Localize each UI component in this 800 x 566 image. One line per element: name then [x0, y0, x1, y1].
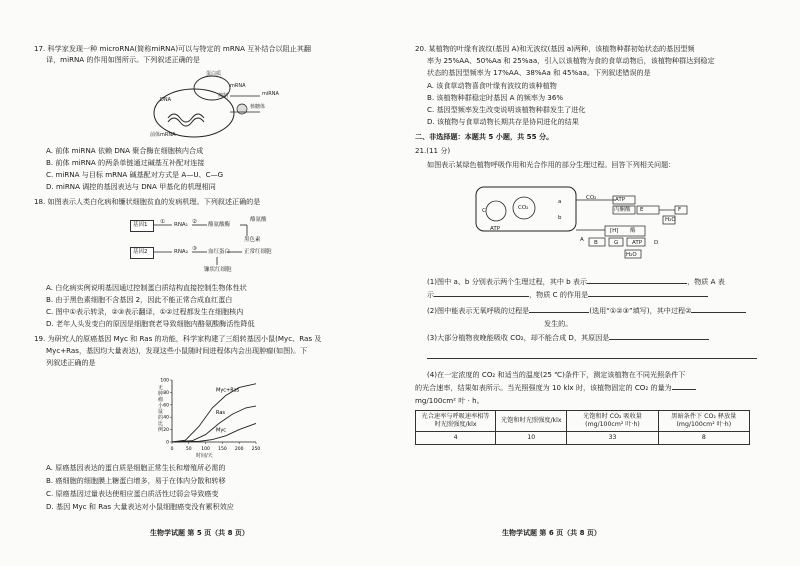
series-label: Myc — [216, 427, 227, 434]
series-label: Ras — [216, 410, 226, 417]
y-tick-label: 20 — [163, 428, 169, 434]
q18-arrows — [152, 220, 262, 270]
q17-fig-label-mrna: mRNA — [230, 83, 246, 89]
q20-stem-line3: 状态的基因型频率为 17%AA、38%Aa 和 45%aa。下列叙述错误的是 — [427, 68, 651, 77]
q19-stem-line1: 19. 为研究人的原癌基因 Myc 和 Ras 的功能，科学家构建了三组转基因小鼠(Myc、Ras 及 — [34, 334, 322, 343]
q21-fig-b-node: B — [594, 240, 598, 246]
q21-data-table — [415, 410, 750, 445]
q19-stem-line3: 列叙述正确的是 — [46, 358, 96, 367]
q17-fig-label-mirna: miRNA — [262, 91, 279, 97]
q21-p1-line2: 示 ，物质 C 的作用是 — [427, 290, 708, 299]
table-header-cell: 光饱和时光照强度/klx — [496, 411, 567, 432]
table-row — [416, 432, 750, 445]
q21-fig-b: b — [558, 215, 562, 221]
q21-fig-atp-2: ATP — [632, 240, 643, 246]
left-footer: 生物学试题 第 5 页（共 8 页） — [150, 529, 249, 537]
q21-fig-h2o: H₂O — [665, 217, 676, 223]
q21-fig-c: C — [482, 208, 486, 214]
q19-stem-line2: Myc+Ras，基因均大量表达)，发现这些小鼠随时间进程体内会出现肿瘤(如图)。下 — [46, 346, 308, 355]
right-footer: 生物学试题 第 6 页（共 8 页） — [502, 529, 601, 537]
q18-option-c: C. 图中①表示转录，②③表示翻译，①②过程都发生在细胞核内 — [46, 307, 244, 316]
right-page — [400, 0, 800, 566]
q18-sickle-rbc: 镰状红细胞 — [204, 267, 232, 273]
q21-fig-f: F — [678, 207, 682, 213]
q17-option-c: C. miRNA 与目标 mRNA 碱基配对方式是 A—U、C—G — [46, 170, 224, 179]
y-tick-label: 40 — [163, 415, 169, 421]
q21-fig-e: E — [640, 207, 644, 213]
q19-option-d: D. 基因 Myc 和 Ras 大量表达对小鼠细胞癌变没有累积效应 — [46, 502, 234, 511]
table-header-cell: 黑暗条件下 CO₂ 释放量(mg/100cm² 叶·h) — [658, 411, 749, 432]
q21-fig-co2-inner: CO₂ — [518, 205, 529, 211]
series-label: Myc+Ras — [216, 387, 240, 394]
q21-p2-line2: 发生的。 — [544, 319, 573, 328]
q19-option-c: C. 原癌基因过量表达使相应蛋白质活性过弱会导致癌变 — [46, 489, 219, 498]
q17-stem-line1: 17. 科学家发现一种 microRNA(简称miRNA)可以与特定的 mRNA 互补结合以阻止其翻 — [34, 44, 312, 53]
q21-fig-atp: ATP — [615, 197, 626, 203]
table-cell: 8 — [658, 432, 749, 445]
section-title: 二、非选择题：本题共 5 小题，共 55 分。 — [415, 132, 554, 141]
x-tick-label: 50 — [185, 447, 192, 452]
q21-head: 21.(11 分) — [415, 146, 451, 155]
q17-option-b: B. 前体 miRNA 的两条单链通过碱基互补配对连接 — [46, 158, 205, 167]
q18-gene1: 基因1 — [133, 222, 148, 228]
series-line — [172, 406, 256, 442]
x-tick-label: 150 — [218, 447, 227, 452]
q18-rna1: RNA₁ — [174, 222, 188, 228]
y-tick-label: 100 — [160, 378, 169, 384]
q18-hemoglobin: 血红蛋白 — [208, 249, 231, 255]
q17-option-a: A. 前体 miRNA 依赖 DNA 聚合酶在细胞核内合成 — [46, 146, 204, 155]
q21-fig-a-node: A — [580, 237, 584, 243]
q18-normal-rbc: 正常红细胞 — [244, 249, 272, 255]
q17-option-d: D. miRNA 调控的基因表达与 DNA 甲基化的机理相同 — [46, 182, 216, 191]
table-header-cell: 光合速率与呼吸速率相等时光照强度/klx — [416, 411, 496, 432]
q17-fig-label-ribosome: 核糖体 — [250, 104, 266, 110]
q21-fig-g: G — [614, 240, 619, 246]
q18-melanin: 黑色素 — [244, 237, 261, 243]
x-tick-label: 250 — [251, 447, 260, 452]
q21-fig-atp-left: ATP — [490, 226, 501, 232]
q18-rna2: RNA₂ — [174, 249, 188, 255]
q20-option-a: A. 该食草动物喜食叶缘有波纹的该种植物 — [427, 81, 557, 90]
q18-step1: ① — [160, 219, 165, 225]
table-cell: 4 — [416, 432, 496, 445]
table-cell: 10 — [496, 432, 567, 445]
q21-p4-line3: mg/100cm² 叶 · h。 — [415, 396, 484, 405]
x-tick-label: 100 — [201, 447, 210, 452]
q20-option-b: B. 该植物种群稳定时基因 A 的频率为 36% — [427, 93, 564, 102]
q18-step2: ② — [192, 219, 197, 225]
q17-fig-label-inhibit: 抑制 — [218, 93, 229, 99]
q19-option-b: B. 癌细胞的细胞膜上糖蛋白增多，易于在体内分散和转移 — [46, 476, 226, 485]
table-header-row — [416, 411, 750, 432]
q21-fig-pyruvate: 丙酮酸 — [614, 207, 631, 213]
q21-p2-line1: (2)图中能表示无氧呼吸的过程是 (选用“①②③”填写)，其中过程② — [427, 306, 746, 315]
q21-p1-line1: (1)图中 a、b 分别表示两个生理过程，其中 b 表示 ，物质 A 表 — [427, 277, 725, 286]
x-tick-label: 200 — [234, 447, 244, 452]
q18-enzyme: 酪氨酸酶 — [208, 222, 231, 228]
q21-p3-blank — [427, 352, 757, 361]
q18-option-a: A. 白化病实例说明基因通过控制蛋白质结构直接控制生物体性状 — [46, 283, 247, 292]
q19-chart-ylabel: 无肿瘤小鼠的比例 — [158, 385, 164, 433]
q21-p3-line1: (3)大部分植物夜晚能吸收 CO₂，却不能合成 D，其原因是 — [427, 333, 709, 342]
q19-chart — [160, 376, 260, 452]
q20-option-d: D. 该植物与食草动物长期共存是协同进化的结果 — [427, 117, 579, 126]
q21-fig-h2o-2: H₂O — [626, 252, 637, 258]
x-tick-label: 0 — [170, 447, 174, 452]
q17-fig-label-dna: DNA — [160, 97, 172, 103]
series-line — [172, 423, 256, 442]
q21-p4-line2: 的光合速率，结果如表所示。当光照强度为 10 klx 时，该植物固定的 CO₂ 的量为 — [415, 383, 696, 392]
q17-fig-label-pre-mrna: 前体mRNA — [150, 132, 176, 138]
q20-stem-line2: 率为 25%AA、50%Aa 和 25%aa，引入以该植物为食的食草动物后，该植物种群达到稳定 — [427, 56, 715, 65]
table-cell: 33 — [567, 432, 658, 445]
q17-fig-label-protein: 蛋白质 — [206, 71, 222, 77]
q19-chart-xlabel: 时间/天 — [196, 453, 213, 459]
q17-stem-line2: 译，miRNA 的作用如图所示。下列叙述正确的是 — [46, 55, 200, 64]
q18-option-b: B. 由于黑色素细胞不含基因 2，因此不能正常合成血红蛋白 — [46, 295, 233, 304]
y-tick-label: 60 — [163, 403, 169, 409]
q21-fig-a: a — [558, 199, 562, 205]
q18-tyrosine: 酪氨酸 — [250, 217, 267, 223]
q19-option-a: A. 原癌基因表达的蛋白质是细胞正常生长和增殖所必需的 — [46, 463, 226, 472]
q18-gene2: 基因2 — [133, 249, 148, 255]
q21-intro: 如图表示某绿色植物呼吸作用和光合作用的部分生理过程。回答下列相关问题： — [427, 160, 676, 169]
y-tick-label: 0 — [166, 440, 169, 446]
q21-p4-line1: (4)在一定浓度的 CO₂ 和适当的温度(25 ℃)条件下，测定该植物在不同光照条件下 — [427, 370, 686, 379]
q21-fig-d: D — [654, 240, 659, 246]
q18-option-d: D. 老年人头发变白的原因是细胞衰老导致细胞内酪氨酸酶活性降低 — [46, 319, 255, 328]
q21-fig-co2: CO₂ — [586, 195, 597, 201]
q20-stem-line1: 20. 某植物的叶缘有波纹(基因 A)和无波纹(基因 a)两种，该植物种群初始状态的基因型频 — [415, 44, 695, 53]
q18-stem: 18. 如图表示人类白化病和镰状细胞贫血的发病机理。下列叙述正确的是 — [34, 197, 261, 206]
series-line — [172, 384, 256, 442]
y-tick-label: 80 — [163, 390, 169, 396]
table-header-cell: 光饱和时 CO₂ 吸收量(mg/100cm² 叶·h) — [567, 411, 658, 432]
q20-option-c: C. 基因型频率发生改变说明该植物种群发生了进化 — [427, 105, 586, 114]
q21-fig-nadh: [H] — [610, 228, 619, 234]
q21-fig-enzyme: 酶 — [630, 228, 636, 234]
q18-step3: ③ — [192, 246, 197, 252]
